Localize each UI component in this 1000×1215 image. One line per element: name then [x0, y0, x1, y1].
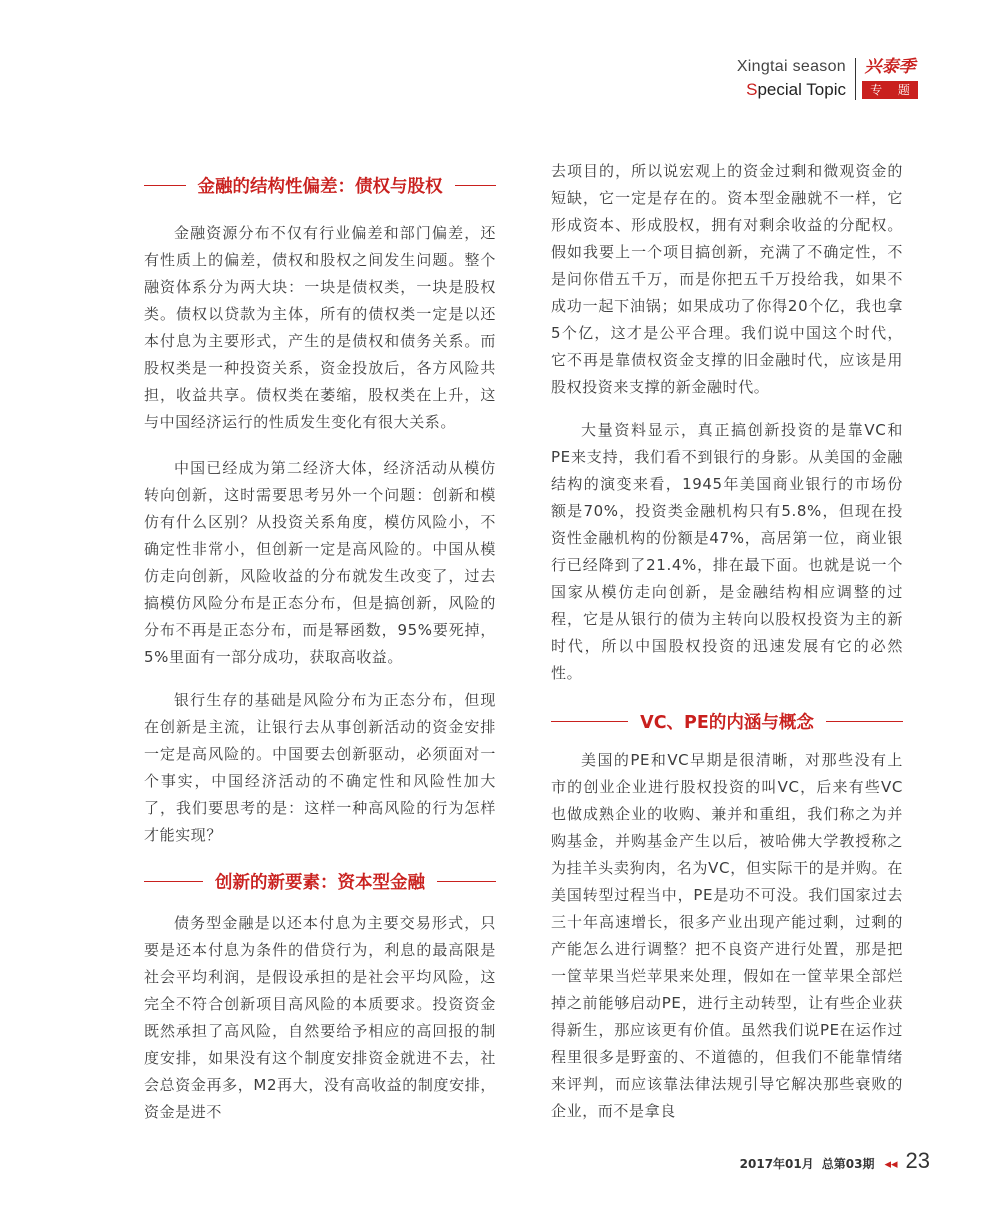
section-heading-capital-finance	[144, 866, 496, 896]
paragraph: 去项目的，所以说宏观上的资金过剩和微观资金的短缺，它一定是存在的。资本型金融就不一样，它形成资本、形成股权，拥有对剩余收益的分配权。假如我要上一个项目搞创新，充满了不确定性，不是问你借五千万，而是你把五千万投给我，如果不成功一起下油锅；如果成功了你得20个亿，我也拿5个亿，这才是公平合理。我们说中国这个时代，它不再是靠债权资金支撑的旧金融时代，应该是用股权投资来支撑的新金融时代。	[551, 162, 903, 396]
heading-rule	[144, 185, 186, 186]
section-heading-text: 金融的结构性偏差：债权与股权	[197, 176, 443, 197]
heading-rule	[144, 881, 203, 882]
section-heading-debt-equity	[144, 170, 496, 200]
paragraph: 金融资源分布不仅有行业偏差和部门偏差，还有性质上的偏差，债权和股权之间发生问题。整个融资体系分为两大块：一块是债权类，一块是股权类。债权以贷款为主体，所有的债权类一定是以还本付息为主要形式，产生的是债权和债务关系。而股权类是一种投资关系，资金投放后，各方风险共担，收益共享。债权类在萎缩，股权类在上升，这与中国经济运行的性质发生变化有很大关系。	[144, 224, 496, 431]
header-divider	[855, 58, 856, 100]
page-number: 23	[905, 1148, 930, 1173]
paragraph: 美国的PE和VC早期是很清晰，对那些没有上市的创业企业进行股权投资的叫VC，后来有些VC也做成熟企业的收购、兼并和重组，我们称之为并购基金，并购基金产生以后，被哈佛大学教授称之为挂羊头卖狗肉，名为VC，但实际干的是并购。在美国转型过程当中，PE是功不可没。我们国家过去三十年高速增长，很多产业出现产能过剩，过剩的产能怎么进行调整？把不良资产进行处置，那是把一筐苹果当烂苹果来处理，假如在一筐苹果全部烂掉之前能够启动PE，进行主动转型，让有些企业获得新生，那应该更有价值。虽然我们说PE在运作过程里很多是野蛮的、不道德的，但我们不能靠情绪来评判，而应该靠法律法规引导它解决那些衰败的企业，而不是拿良	[551, 751, 903, 1120]
logo-text: 兴泰季	[864, 57, 916, 77]
paragraph: 银行生存的基础是风险分布为正态分布，但现在创新是主流，让银行去从事创新活动的资金安排一定是高风险的。中国要去创新驱动，必须面对一个事实，中国经济活动的不确定性和风险性加大了，我们要思考的是：这样一种高风险的行为怎样才能实现？	[144, 691, 496, 844]
heading-rule	[826, 721, 903, 722]
page-footer	[740, 1148, 930, 1174]
section-heading-text: 创新的新要素：资本型金融	[215, 872, 425, 893]
section-heading-text: VC、PE的内涵与概念	[640, 712, 814, 733]
season-label: Xingtai season	[736, 58, 846, 75]
paragraph: 债务型金融是以还本付息为主要交易形式，只要是还本付息为条件的借贷行为，利息的最高限是社会平均利润，是假设承担的是社会平均风险，这完全不符合创新项目高风险的本质要求。投资资金既然承担了高风险，自然要给予相应的高回报的制度安排，如果没有这个制度安排资金就进不去，社会总资金再多，M2再大，没有高收益的制度安排，资金是进不	[144, 914, 496, 1121]
magazine-logo	[862, 56, 918, 99]
heading-rule	[455, 185, 497, 186]
logo-tag: 专 题	[862, 81, 918, 99]
brand-english	[737, 58, 846, 100]
heading-rule	[551, 721, 628, 722]
topic-rest: pecial Topic	[757, 80, 846, 99]
issue-number: 总第03期	[821, 1157, 875, 1171]
double-arrow-left-icon: ◂◂	[884, 1157, 898, 1172]
section-heading-vc-pe	[551, 706, 903, 736]
page-header	[658, 56, 918, 102]
paragraph: 中国已经成为第二经济大体，经济活动从模仿转向创新，这时需要思考另外一个问题：创新和模仿有什么区别？从投资关系角度，模仿风险小，不确定性非常小，但创新一定是高风险的。中国从模仿走向创新，风险收益的分布就发生改变了，过去搞模仿风险分布是正态分布，但是搞创新，风险的分布不再是正态分布，而是幂函数，95%要死掉，5%里面有一部分成功，获取高收益。	[144, 459, 496, 666]
topic-accent: S	[746, 80, 758, 99]
issue-date: 2017年01月	[739, 1157, 814, 1171]
topic-label	[737, 80, 846, 100]
heading-rule	[437, 881, 496, 882]
paragraph: 大量资料显示，真正搞创新投资的是靠VC和PE来支持，我们看不到银行的身影。从美国的金融结构的演变来看，1945年美国商业银行的市场份额是70%，投资类金融机构只有5.8%，但现在投资性金融机构的份额是47%，高居第一位，商业银行已经降到了21.4%，排在最下面。也就是说一个国家从模仿走向创新，是金融结构相应调整的过程，它是从银行的债为主转向以股权投资为主的新时代，所以中国股权投资的迅速发展有它的必然性。	[551, 421, 903, 682]
